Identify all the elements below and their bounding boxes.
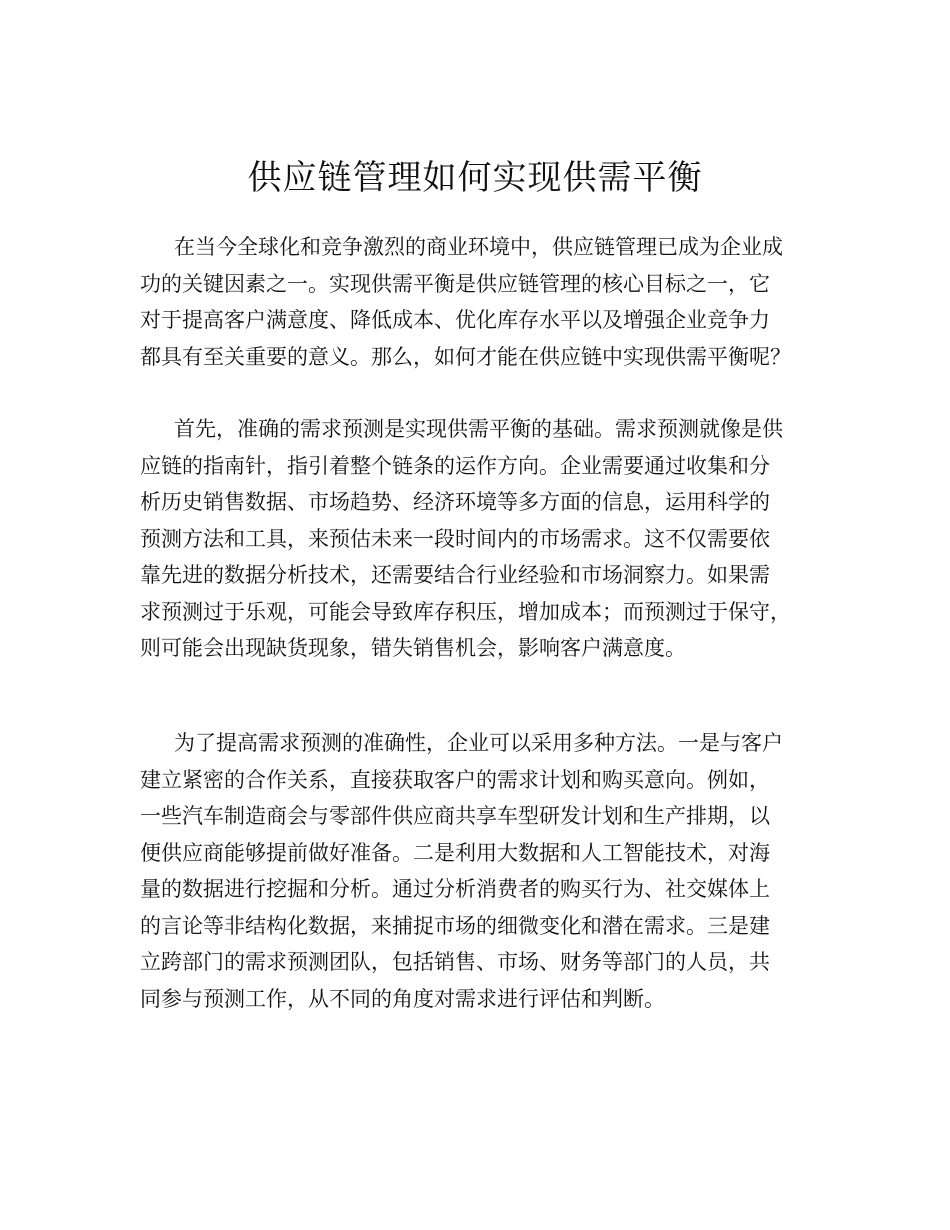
paragraph-line: 靠先进的数据分析技术，还需要结合行业经验和市场洞察力。如果需 xyxy=(140,563,770,587)
paragraph-line: 都具有至关重要的意义。那么，如何才能在供应链中实现供需平衡呢？ xyxy=(140,344,791,369)
paragraph-forecast-methods xyxy=(140,725,830,1017)
paragraph-line: 预测方法和工具，来预估未来一段时间内的市场需求。这不仅需要依 xyxy=(140,526,770,551)
paragraph-line: 析历史销售数据、市场趋势、经济环境等多方面的信息，运用科学的 xyxy=(140,490,770,514)
paragraph-line: 在当今全球化和竞争激烈的商业环境中，供应链管理已成为企业成 xyxy=(174,235,783,259)
paragraph-line: 功的关键因素之一。实现供需平衡是供应链管理的核心目标之一，它 xyxy=(140,271,770,296)
paragraph-line: 则可能会出现缺货现象，错失销售机会，影响客户满意度。 xyxy=(140,636,686,660)
document-title: 供应链管理如何实现供需平衡 xyxy=(247,158,703,198)
paragraph-line: 量的数据进行挖掘和分析。通过分析消费者的购买行为、社交媒体上 xyxy=(140,877,770,901)
paragraph-line: 应链的指南针，指引着整个链条的运作方向。企业需要通过收集和分 xyxy=(140,453,770,478)
paragraph-line: 求预测过于乐观，可能会导致库存积压，增加成本；而预测过于保守， xyxy=(140,599,791,624)
paragraph-line: 便供应商能够提前做好准备。二是利用大数据和人工智能技术，对海 xyxy=(140,840,770,865)
paragraph-line: 立跨部门的需求预测团队，包括销售、市场、财务等部门的人员，共 xyxy=(140,950,770,974)
paragraph-demand-forecast xyxy=(140,411,830,667)
paragraph-line: 同参与预测工作，从不同的角度对需求进行评估和判断。 xyxy=(140,986,665,1011)
paragraph-line: 首先，准确的需求预测是实现供需平衡的基础。需求预测就像是供 xyxy=(174,417,783,441)
paragraph-line: 一些汽车制造商会与零部件供应商共享车型研发计划和生产排期，以 xyxy=(140,804,770,828)
paragraph-line: 的言论等非结构化数据，来捕捉市场的细微变化和潜在需求。三是建 xyxy=(140,913,770,938)
paragraph-line: 对于提高客户满意度、降低成本、优化库存水平以及增强企业竞争力 xyxy=(140,308,770,332)
paragraph-intro xyxy=(140,229,830,375)
paragraph-line: 为了提高需求预测的准确性，企业可以采用多种方法。一是与客户 xyxy=(174,731,783,755)
paragraph-line: 建立紧密的合作关系，直接获取客户的需求计划和购买意向。例如， xyxy=(140,767,770,792)
